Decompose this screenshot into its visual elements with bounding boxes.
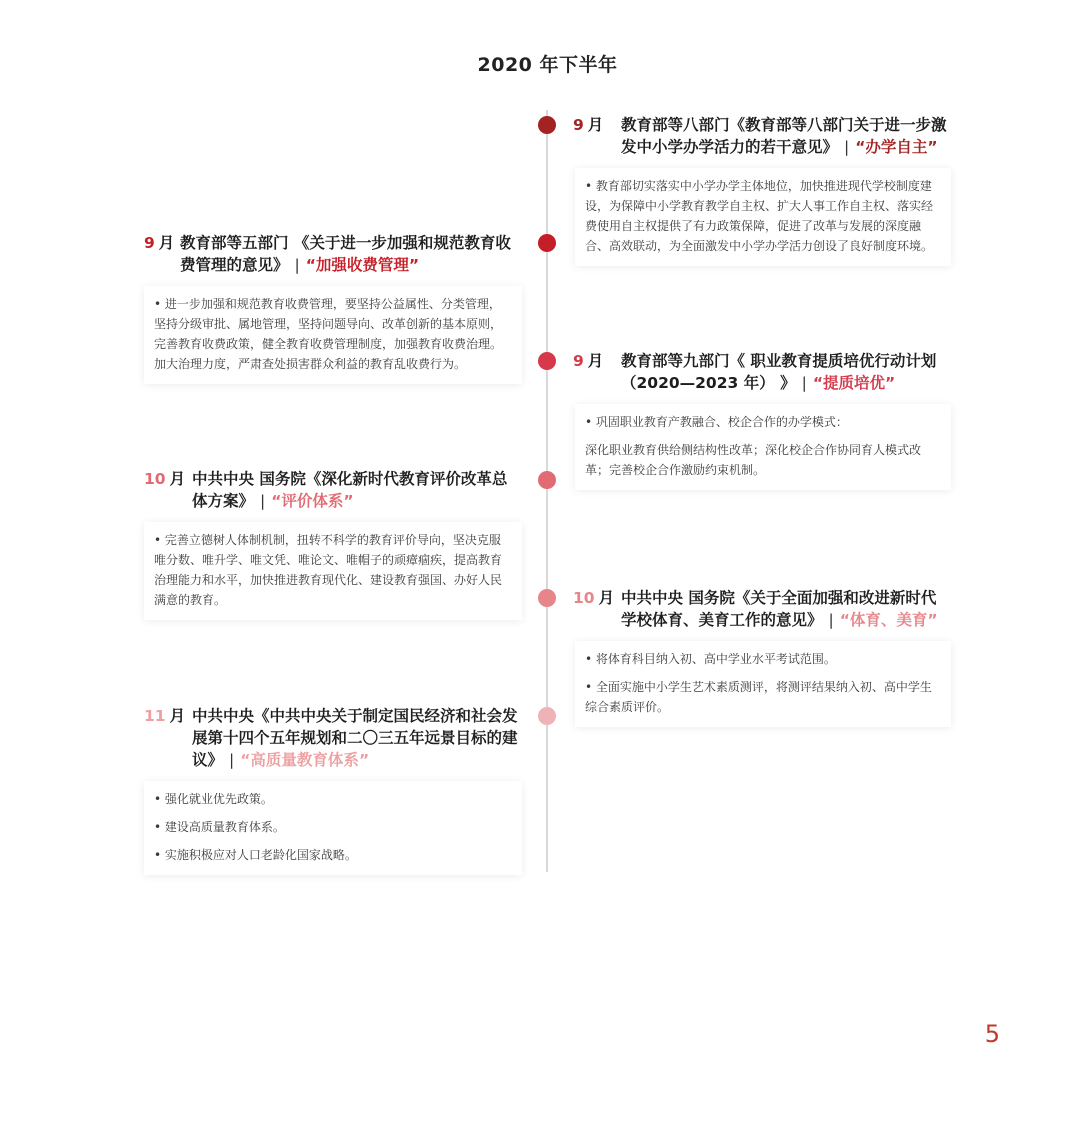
event-document: 中共中央 国务院《深化新时代教育评价改革总体方案》 [192,470,508,510]
card-text: • 进一步加强和规范教育收费管理，要坚持公益属性、分类管理，坚持分级审批、属地管理，坚持问题导向、改革创新的基本原则，完善教育收费政策，健全教育收费管理制度，加强教育收费治理。加大治理力度，严肃查处损害群众利益的教育乱收费行为。 [154,297,503,371]
timeline-event [573,587,951,727]
timeline-dot [538,352,556,370]
separator: | [294,256,300,274]
card-text: • 实施积极应对人口老龄化国家战略。 [154,848,357,862]
event-month [573,350,603,372]
event-card [575,641,951,727]
timeline-dot [538,589,556,607]
page-title: 2020 年下半年 [477,54,618,76]
card-text: • 强化就业优先政策。 [154,792,273,806]
month-number: 9 [573,352,584,370]
timeline-event [144,705,522,875]
event-document: 中共中央 国务院《关于全面加强和改进新时代学校体育、美育工作的意见》 [621,589,937,629]
timeline-dot [538,471,556,489]
event-card [575,404,951,490]
month-unit: 月 [158,234,175,252]
event-month [144,705,185,727]
month-number: 10 [573,589,595,607]
timeline-event [573,350,951,490]
separator: | [844,138,850,156]
event-tag: “体育、美育” [839,611,938,629]
event-heading [144,232,522,276]
event-card [575,168,951,266]
event-tag: “提质培优” [812,374,896,392]
page-number: 5 [984,1020,1000,1048]
timeline-dot [538,707,556,725]
separator: | [801,374,807,392]
month-number: 10 [144,470,166,488]
event-tag: “评价体系” [271,492,354,510]
month-unit: 月 [587,116,604,134]
month-number: 9 [573,116,584,134]
event-heading [573,587,951,631]
timeline-dot [538,234,556,252]
event-document: 教育部等五部门 《关于进一步加强和规范教育收费管理的意见》 [180,234,511,274]
timeline-dot [538,116,556,134]
timeline-axis [546,110,548,872]
timeline-event [144,232,522,384]
event-tag: “办学自主” [855,138,938,156]
card-text: • 建设高质量教育体系。 [154,820,285,834]
event-heading [144,468,522,512]
separator: | [260,492,266,510]
month-unit: 月 [598,589,615,607]
event-heading [573,114,951,158]
event-document: 教育部等九部门《 职业教育提质培优行动计划（2020—2023 年） 》 [621,352,937,392]
card-text: • 完善立德树人体制机制，扭转不科学的教育评价导向，坚决克服唯分数、唯升学、唯文凭、唯论文、唯帽子的顽瘴痼疾，提高教育治理能力和水平，加快推进教育现代化、建设教育强国、办好人民满意的教育。 [154,533,503,607]
event-month [573,114,603,136]
separator: | [229,751,235,769]
event-document: 中共中央《中共中央关于制定国民经济和社会发展第十四个五年规划和二〇三五年远景目标的建议》 [192,707,518,769]
event-card [144,286,522,384]
card-text: • 巩固职业教育产教融合、校企合作的办学模式： [585,415,848,429]
card-text: • 将体育科目纳入初、高中学业水平考试范围。 [585,652,836,666]
month-number: 11 [144,707,166,725]
card-text: • 教育部切实落实中小学办学主体地位，加快推进现代学校制度建设，为保障中小学教育教学自主权、扩大人事工作自主权、落实经费使用自主权提供了有力政策保障，促进了改革与发展的深度融合、高效联动，为全面激发中小学办学活力创设了良好制度环境。 [585,179,934,253]
event-tag: “加强收费管理” [305,256,420,274]
event-heading [573,350,951,394]
card-text: • 全面实施中小学生艺术素质测评，将测评结果纳入初、高中学生综合素质评价。 [585,680,932,714]
timeline-event [573,114,951,266]
month-unit: 月 [169,707,186,725]
event-card [144,781,522,875]
card-text: 深化职业教育供给侧结构性改革；深化校企合作协同育人模式改革；完善校企合作激励约束机制。 [585,443,922,477]
event-document: 教育部等八部门《教育部等八部门关于进一步激发中小学办学活力的若干意见》 [621,116,947,156]
event-card [144,522,522,620]
event-heading [144,705,522,771]
separator: | [828,611,834,629]
month-unit: 月 [169,470,186,488]
event-tag: “高质量教育体系” [240,751,370,769]
event-month [144,468,185,490]
month-unit: 月 [587,352,604,370]
timeline-event [144,468,522,620]
event-month [573,587,614,609]
event-month [144,232,174,254]
month-number: 9 [144,234,155,252]
